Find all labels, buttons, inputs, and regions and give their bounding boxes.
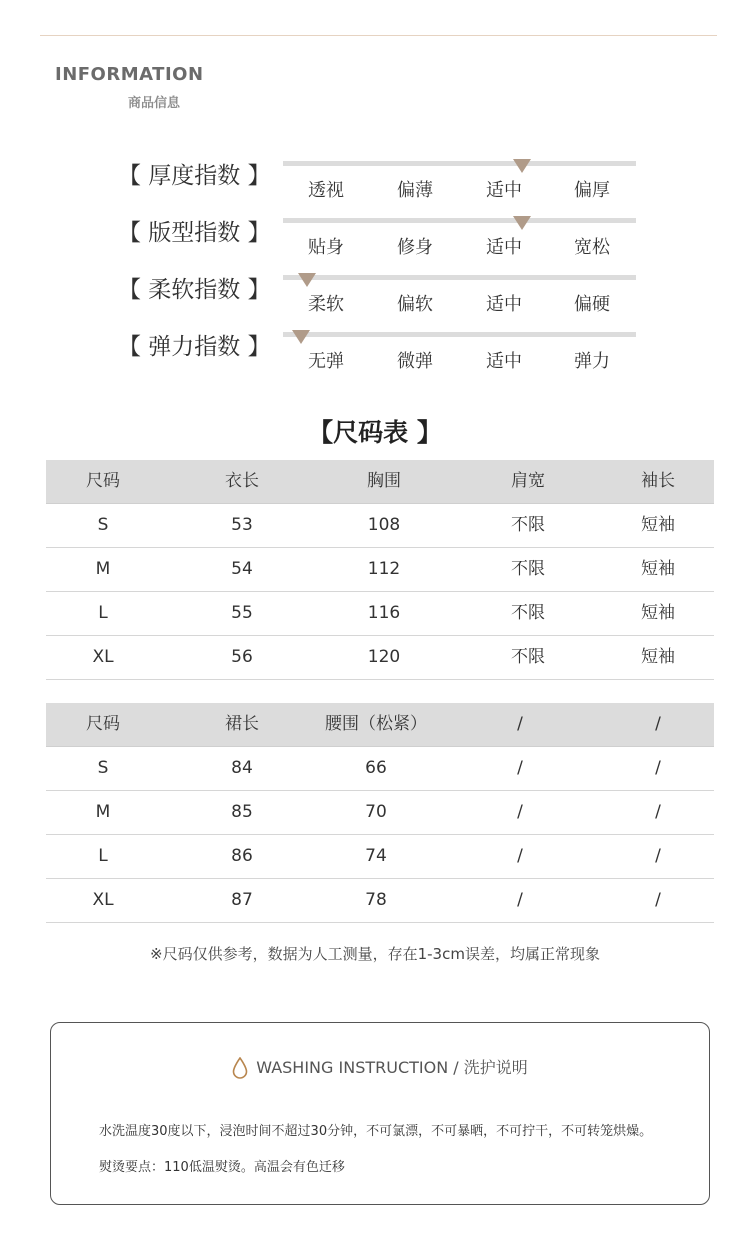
index-option: 适中 [486,351,522,372]
table-row [46,636,714,680]
table-header-row [46,460,714,504]
index-option: 透视 [308,180,344,201]
index-marker [513,216,531,230]
table-cell: 70 [365,802,387,822]
table-cell: XL [92,890,114,910]
table-header-cell: 裙长 [225,714,259,734]
index-option: 修身 [397,237,433,258]
index-option: 无弹 [308,351,344,372]
table-cell: 85 [231,802,253,822]
section-title-en: INFORMATION [55,64,204,85]
table-cell: XL [92,647,114,667]
table-cell: S [97,515,109,535]
index-label: 【 柔软指数 】 [118,277,271,303]
table-cell: 不限 [511,603,545,623]
index-bar [283,332,636,337]
index-marker [292,330,310,344]
table-row [46,504,714,548]
section-title-cn: 商品信息 [128,96,181,111]
table-row [46,747,714,791]
index-row [0,328,750,385]
table-cell: 55 [231,603,253,623]
index-option: 适中 [486,237,522,258]
washing-title: WASHING INSTRUCTION / 洗护说明 [256,1058,528,1077]
index-row [0,271,750,328]
index-marker [513,159,531,173]
table-cell: 66 [365,758,387,778]
table-cell: / [655,846,661,866]
table-cell: 112 [367,559,401,579]
washing-line-2: 熨烫要点：110低温熨烫。高温会有色迁移 [99,1160,345,1175]
table-cell: / [517,802,523,822]
table-cell: / [655,758,661,778]
table-header-cell: 衣长 [225,471,259,491]
washing-line-1: 水洗温度30度以下，浸泡时间不超过30分钟，不可氯漂，不可暴晒，不可拧干，不可转笼烘燥。 [99,1124,653,1139]
table-cell: 不限 [511,559,545,579]
table-header-cell: / [517,714,523,734]
water-drop-icon [232,1057,248,1083]
table-cell: / [517,890,523,910]
washing-title-row [51,1055,709,1083]
index-label: 【 厚度指数 】 [118,163,271,189]
table-cell: S [97,758,109,778]
table-cell: 54 [231,559,253,579]
table-cell: / [655,802,661,822]
table-header-cell: 腰围（松紧） [325,714,427,734]
table-row [46,592,714,636]
index-label: 【 版型指数 】 [118,220,271,246]
washing-instruction-box [50,1022,710,1205]
index-option: 弹力 [574,351,610,372]
table-cell: 87 [231,890,253,910]
table-cell: M [95,559,111,579]
table-row [46,879,714,923]
index-option: 偏硬 [574,294,610,315]
table-header-cell: 尺码 [86,471,120,491]
index-row [0,157,750,214]
table-cell: 120 [367,647,401,667]
table-cell: L [98,846,108,866]
table-header-row [46,703,714,747]
table-cell: 短袖 [641,647,675,667]
index-option: 柔软 [308,294,344,315]
index-option: 宽松 [574,237,610,258]
index-bar [283,161,636,166]
size-chart-title: 【尺码表 】 [308,418,442,447]
table-header-cell: 袖长 [641,471,675,491]
table-header-cell: 胸围 [367,471,401,491]
index-bar [283,275,636,280]
table-cell: 53 [231,515,253,535]
size-table-bottom [46,703,714,923]
table-cell: L [98,603,108,623]
table-cell: 短袖 [641,603,675,623]
index-option: 偏厚 [574,180,610,201]
table-header-cell: / [655,714,661,734]
table-cell: / [517,758,523,778]
index-option: 适中 [486,294,522,315]
table-row [46,835,714,879]
table-cell: / [655,890,661,910]
index-marker [298,273,316,287]
table-header-cell: 尺码 [86,714,120,734]
table-header-cell: 肩宽 [511,471,545,491]
size-note: ※尺码仅供参考，数据为人工测量，存在1-3cm误差，均属正常现象 [150,945,600,963]
table-cell: M [95,802,111,822]
index-option: 微弹 [397,351,433,372]
table-cell: 74 [365,846,387,866]
index-row [0,214,750,271]
top-divider [40,35,717,36]
table-cell: 86 [231,846,253,866]
index-option: 偏薄 [397,180,433,201]
table-row [46,791,714,835]
table-cell: 短袖 [641,515,675,535]
table-row [46,548,714,592]
table-cell: 78 [365,890,387,910]
index-option: 偏软 [397,294,433,315]
table-cell: 116 [367,603,401,623]
table-cell: 不限 [511,647,545,667]
index-bar [283,218,636,223]
table-cell: / [517,846,523,866]
index-option: 贴身 [308,237,344,258]
index-option: 适中 [486,180,522,201]
size-table-top [46,460,714,680]
table-cell: 不限 [511,515,545,535]
table-cell: 短袖 [641,559,675,579]
table-cell: 108 [367,515,401,535]
index-label: 【 弹力指数 】 [118,334,271,360]
table-cell: 84 [231,758,253,778]
table-cell: 56 [231,647,253,667]
